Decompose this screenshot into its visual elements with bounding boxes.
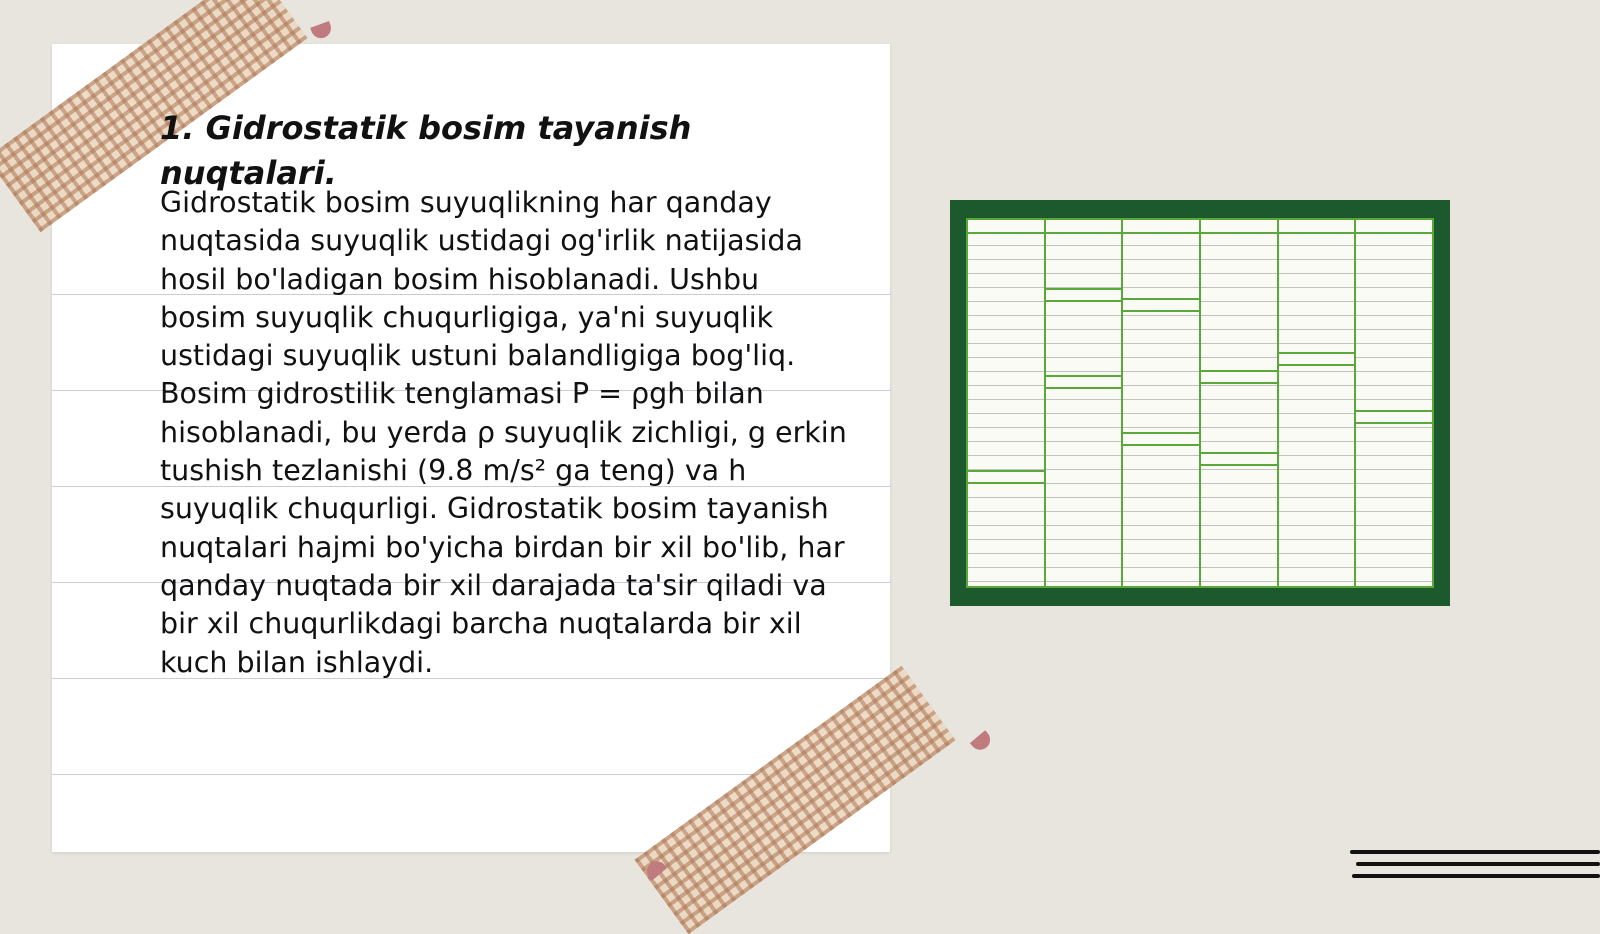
tape-tear-mark bbox=[970, 730, 994, 754]
poster-column bbox=[1201, 220, 1279, 586]
poster-table bbox=[966, 218, 1434, 588]
slide-body-text: Gidrostatik bosim suyuqlikning har qanday nuqtasida suyuqlik ustidagi og'irlik natijasida hosil bo'ladigan bosim hisoblanadi. Ushbu bosim suyuqlik chuqurligiga, ya'ni suyuqlik ustidagi suyuqlik ustuni balandligiga bog'liq. Bosim gidrostilik tenglamasi P = ρgh bilan hisoblanadi, bu yerda ρ suyuqlik zichligi, g erkin tushish tezlanishi (9.8 m/s² ga teng) va h suyuqlik chuqurligi. Gidrostatik bosim tayanish nuqtalari hajmi bo'yicha birdan bir xil bo'lib, har qanday nuqtada bir xil darajada ta'sir qiladi va bir xil chuqurlikdagi barcha nuqtalarda bir xil kuch bilan ishlaydi. bbox=[160, 186, 847, 679]
physics-formula-poster-image bbox=[950, 200, 1450, 606]
poster-column bbox=[1356, 220, 1432, 586]
poster-column bbox=[968, 220, 1046, 586]
poster-column bbox=[1279, 220, 1357, 586]
poster-column bbox=[1123, 220, 1201, 586]
tape-tear-mark bbox=[310, 21, 334, 41]
decorative-brush-stripes bbox=[1350, 848, 1600, 888]
slide-title: 1. Gidrostatik bosim tayanish nuqtalari. bbox=[160, 109, 692, 192]
poster-column bbox=[1046, 220, 1124, 586]
